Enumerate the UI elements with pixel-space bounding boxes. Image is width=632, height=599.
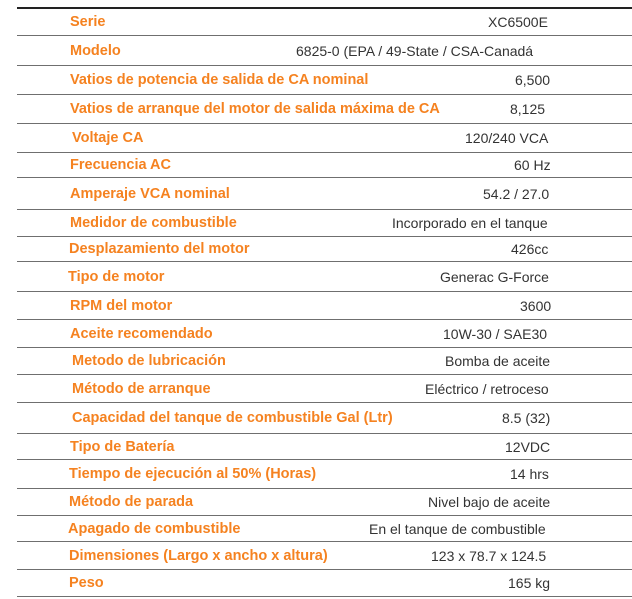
spec-value: Nivel bajo de aceite xyxy=(428,494,551,510)
spec-row xyxy=(17,36,632,66)
spec-row xyxy=(17,124,632,153)
spec-row xyxy=(17,434,632,460)
spec-row xyxy=(17,95,632,124)
spec-row xyxy=(17,66,632,95)
spec-row xyxy=(17,403,632,434)
spec-label: Voltaje CA xyxy=(72,130,144,146)
spec-row xyxy=(17,153,632,178)
spec-value: 8,125 xyxy=(510,101,546,117)
spec-value: 60 Hz xyxy=(514,157,551,173)
spec-label: Tipo de motor xyxy=(68,268,165,285)
spec-label: Modelo xyxy=(70,42,121,59)
spec-row xyxy=(17,237,632,262)
spec-row xyxy=(17,516,632,542)
spec-row xyxy=(17,320,632,348)
spec-value: 120/240 VCA xyxy=(465,130,549,146)
spec-label: Desplazamiento del motor xyxy=(69,241,250,257)
spec-value: 8.5 (32) xyxy=(502,410,551,426)
spec-value: Bomba de aceite xyxy=(445,353,551,369)
spec-label: Vatios de arranque del motor de salida máxima de CA xyxy=(70,101,440,117)
spec-label: Metodo de lubricación xyxy=(72,353,226,369)
spec-value: 123 x 78.7 x 124.5 xyxy=(431,547,547,564)
spec-row xyxy=(17,178,632,210)
spec-row xyxy=(17,375,632,403)
spec-label: Método de parada xyxy=(69,494,194,510)
spec-row xyxy=(17,570,632,597)
spec-label: Tiempo de ejecución al 50% (Horas) xyxy=(69,466,317,482)
spec-row xyxy=(17,292,632,320)
spec-row xyxy=(17,460,632,489)
spec-value: 10W-30 / SAE30 xyxy=(443,325,548,342)
spec-label: Peso xyxy=(69,575,104,591)
spec-label: Dimensiones (Largo x ancho x altura) xyxy=(69,547,328,564)
spec-value: 165 kg xyxy=(508,575,551,591)
spec-label: Tipo de Batería xyxy=(70,438,175,455)
spec-value: 426cc xyxy=(511,241,549,257)
spec-value: 54.2 / 27.0 xyxy=(483,185,550,202)
spec-row xyxy=(17,9,632,36)
spec-table xyxy=(17,7,632,597)
spec-value: 12VDC xyxy=(505,438,551,455)
spec-row xyxy=(17,348,632,375)
spec-label: Amperaje VCA nominal xyxy=(70,185,230,202)
spec-value: Generac G-Force xyxy=(440,268,549,285)
spec-label: Frecuencia AC xyxy=(70,157,171,173)
spec-row xyxy=(17,489,632,516)
spec-row xyxy=(17,262,632,292)
spec-value: 14 hrs xyxy=(510,466,549,482)
spec-value: En el tanque de combustible xyxy=(369,520,546,537)
spec-row xyxy=(17,210,632,237)
spec-label: Aceite recomendado xyxy=(70,325,213,342)
spec-label: Método de arranque xyxy=(72,380,211,397)
spec-label: Capacidad del tanque de combustible Gal (Ltr) xyxy=(72,410,393,426)
spec-label: RPM del motor xyxy=(70,297,173,314)
spec-label: Medidor de combustible xyxy=(70,215,237,231)
spec-value: 6,500 xyxy=(515,72,551,88)
spec-label: Apagado de combustible xyxy=(68,520,241,537)
spec-label: Vatios de potencia de salida de CA nominal xyxy=(70,72,369,88)
spec-value: Eléctrico / retroceso xyxy=(425,380,549,397)
spec-label: Serie xyxy=(70,14,106,30)
spec-value: Incorporado en el tanque xyxy=(392,215,548,231)
spec-value: XC6500E xyxy=(488,14,548,30)
spec-value: 6825-0 (EPA / 49-State / CSA-Canadá xyxy=(296,42,534,59)
spec-value: 3600 xyxy=(520,297,552,314)
spec-row xyxy=(17,542,632,570)
